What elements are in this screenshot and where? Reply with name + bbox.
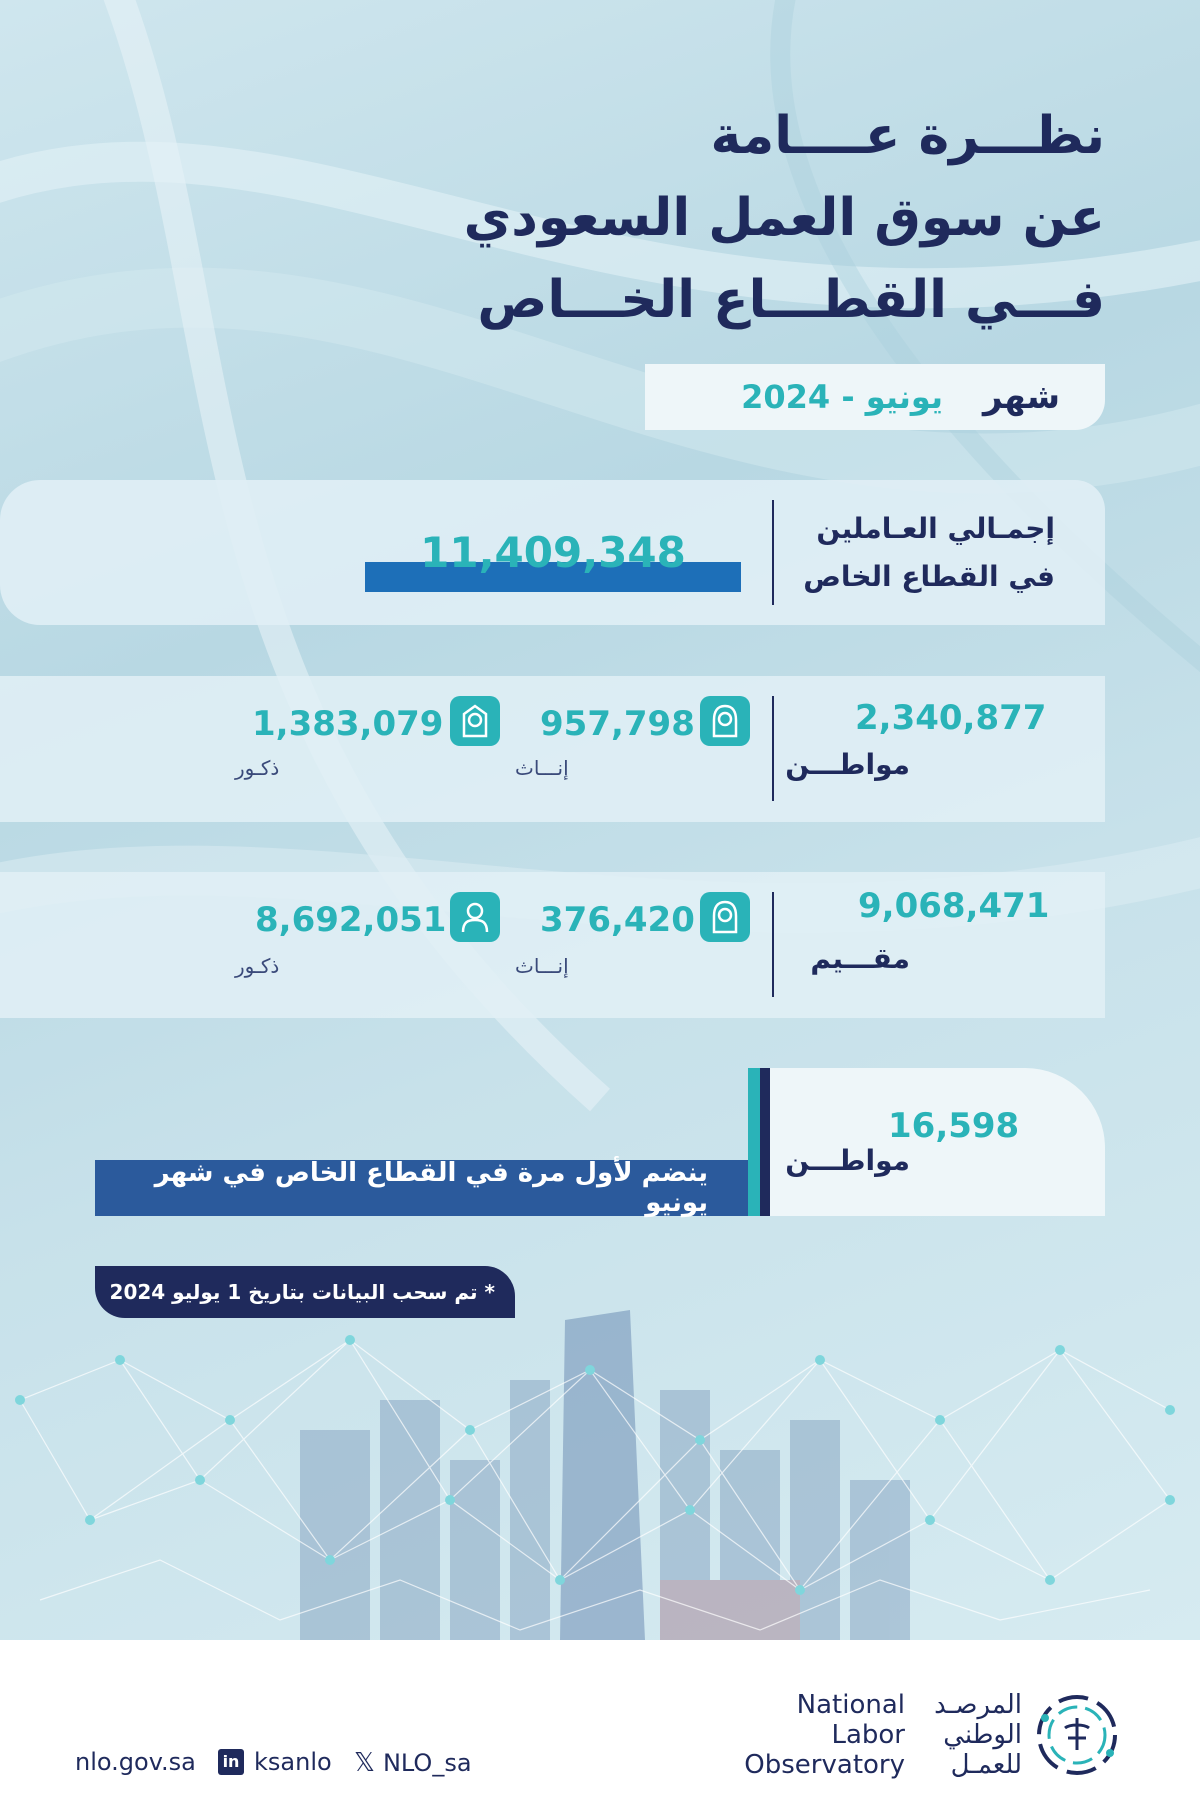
citizens-label: مواطـــن — [785, 748, 910, 781]
org-name-english — [740, 1690, 905, 1780]
residents-divider — [772, 892, 774, 997]
org-en-line-2: Labor — [831, 1720, 905, 1750]
new-joiners-accent-navy — [760, 1068, 770, 1216]
data-date-note: * تم سحب البيانات بتاريخ 1 يوليو 2024 — [95, 1266, 515, 1318]
male-icon — [450, 696, 500, 746]
citizens-males-value: 1,383,079 — [252, 704, 444, 744]
x-handle: NLO_sa — [382, 1749, 472, 1777]
linkedin-icon: in — [218, 1749, 244, 1775]
citizens-females-value: 957,798 — [540, 704, 695, 744]
residents-females-value: 376,420 — [540, 900, 695, 940]
citizens-females-label: إنـــاث — [515, 756, 569, 780]
citizens-total-value: 2,340,877 — [855, 698, 1047, 738]
male-icon — [450, 892, 500, 942]
residents-females-label: إنـــاث — [515, 954, 569, 978]
org-ar-line-1: المرصـد — [934, 1690, 1022, 1720]
org-ar-line-3: للعمـل — [950, 1750, 1022, 1780]
residents-total-value: 9,068,471 — [858, 886, 1050, 926]
period-value: يونيو - 2024 — [741, 378, 943, 416]
total-label — [803, 505, 1055, 601]
female-icon — [700, 892, 750, 942]
org-name-arabic — [912, 1690, 1022, 1780]
residents-label: مقـــيم — [810, 942, 910, 975]
new-joiners-value: 16,598 — [888, 1106, 1020, 1146]
nlo-logo-icon — [1030, 1688, 1125, 1783]
linkedin-link[interactable] — [218, 1748, 332, 1776]
period-label: شهر — [982, 377, 1060, 417]
x-icon: 𝕏 — [354, 1748, 375, 1778]
org-en-line-1: National — [796, 1690, 905, 1720]
total-divider — [772, 500, 774, 605]
x-link[interactable] — [354, 1748, 472, 1778]
total-value: 11,409,348 — [420, 528, 686, 577]
residents-males-label: ذكـور — [235, 954, 280, 978]
total-label-line-1: إجمـالي العـاملين — [816, 512, 1055, 545]
title-line-1: نظـــرة عــــامة — [710, 106, 1105, 166]
linkedin-handle: ksanlo — [254, 1748, 332, 1776]
female-icon — [700, 696, 750, 746]
new-joiners-label: مواطـــن — [785, 1144, 910, 1177]
new-joiners-caption: ينضم لأول مرة في القطاع الخاص في شهر يونيو — [95, 1160, 748, 1216]
period-box — [645, 364, 1105, 430]
city-network-illustration — [0, 1300, 1200, 1640]
page-title — [305, 95, 1105, 341]
citizens-males-label: ذكـور — [235, 756, 280, 780]
website-link[interactable]: nlo.gov.sa — [75, 1748, 196, 1776]
title-line-3: فـــي القطـــاع الخـــاص — [477, 270, 1105, 330]
total-label-line-2: في القطاع الخاص — [803, 560, 1055, 593]
residents-males-value: 8,692,051 — [255, 900, 447, 940]
citizens-divider — [772, 696, 774, 801]
new-joiners-accent-teal — [748, 1068, 760, 1216]
title-line-2: عن سوق العمل السعودي — [463, 188, 1105, 248]
org-ar-line-2: الوطني — [943, 1720, 1022, 1750]
org-en-line-3: Observatory — [744, 1750, 905, 1780]
